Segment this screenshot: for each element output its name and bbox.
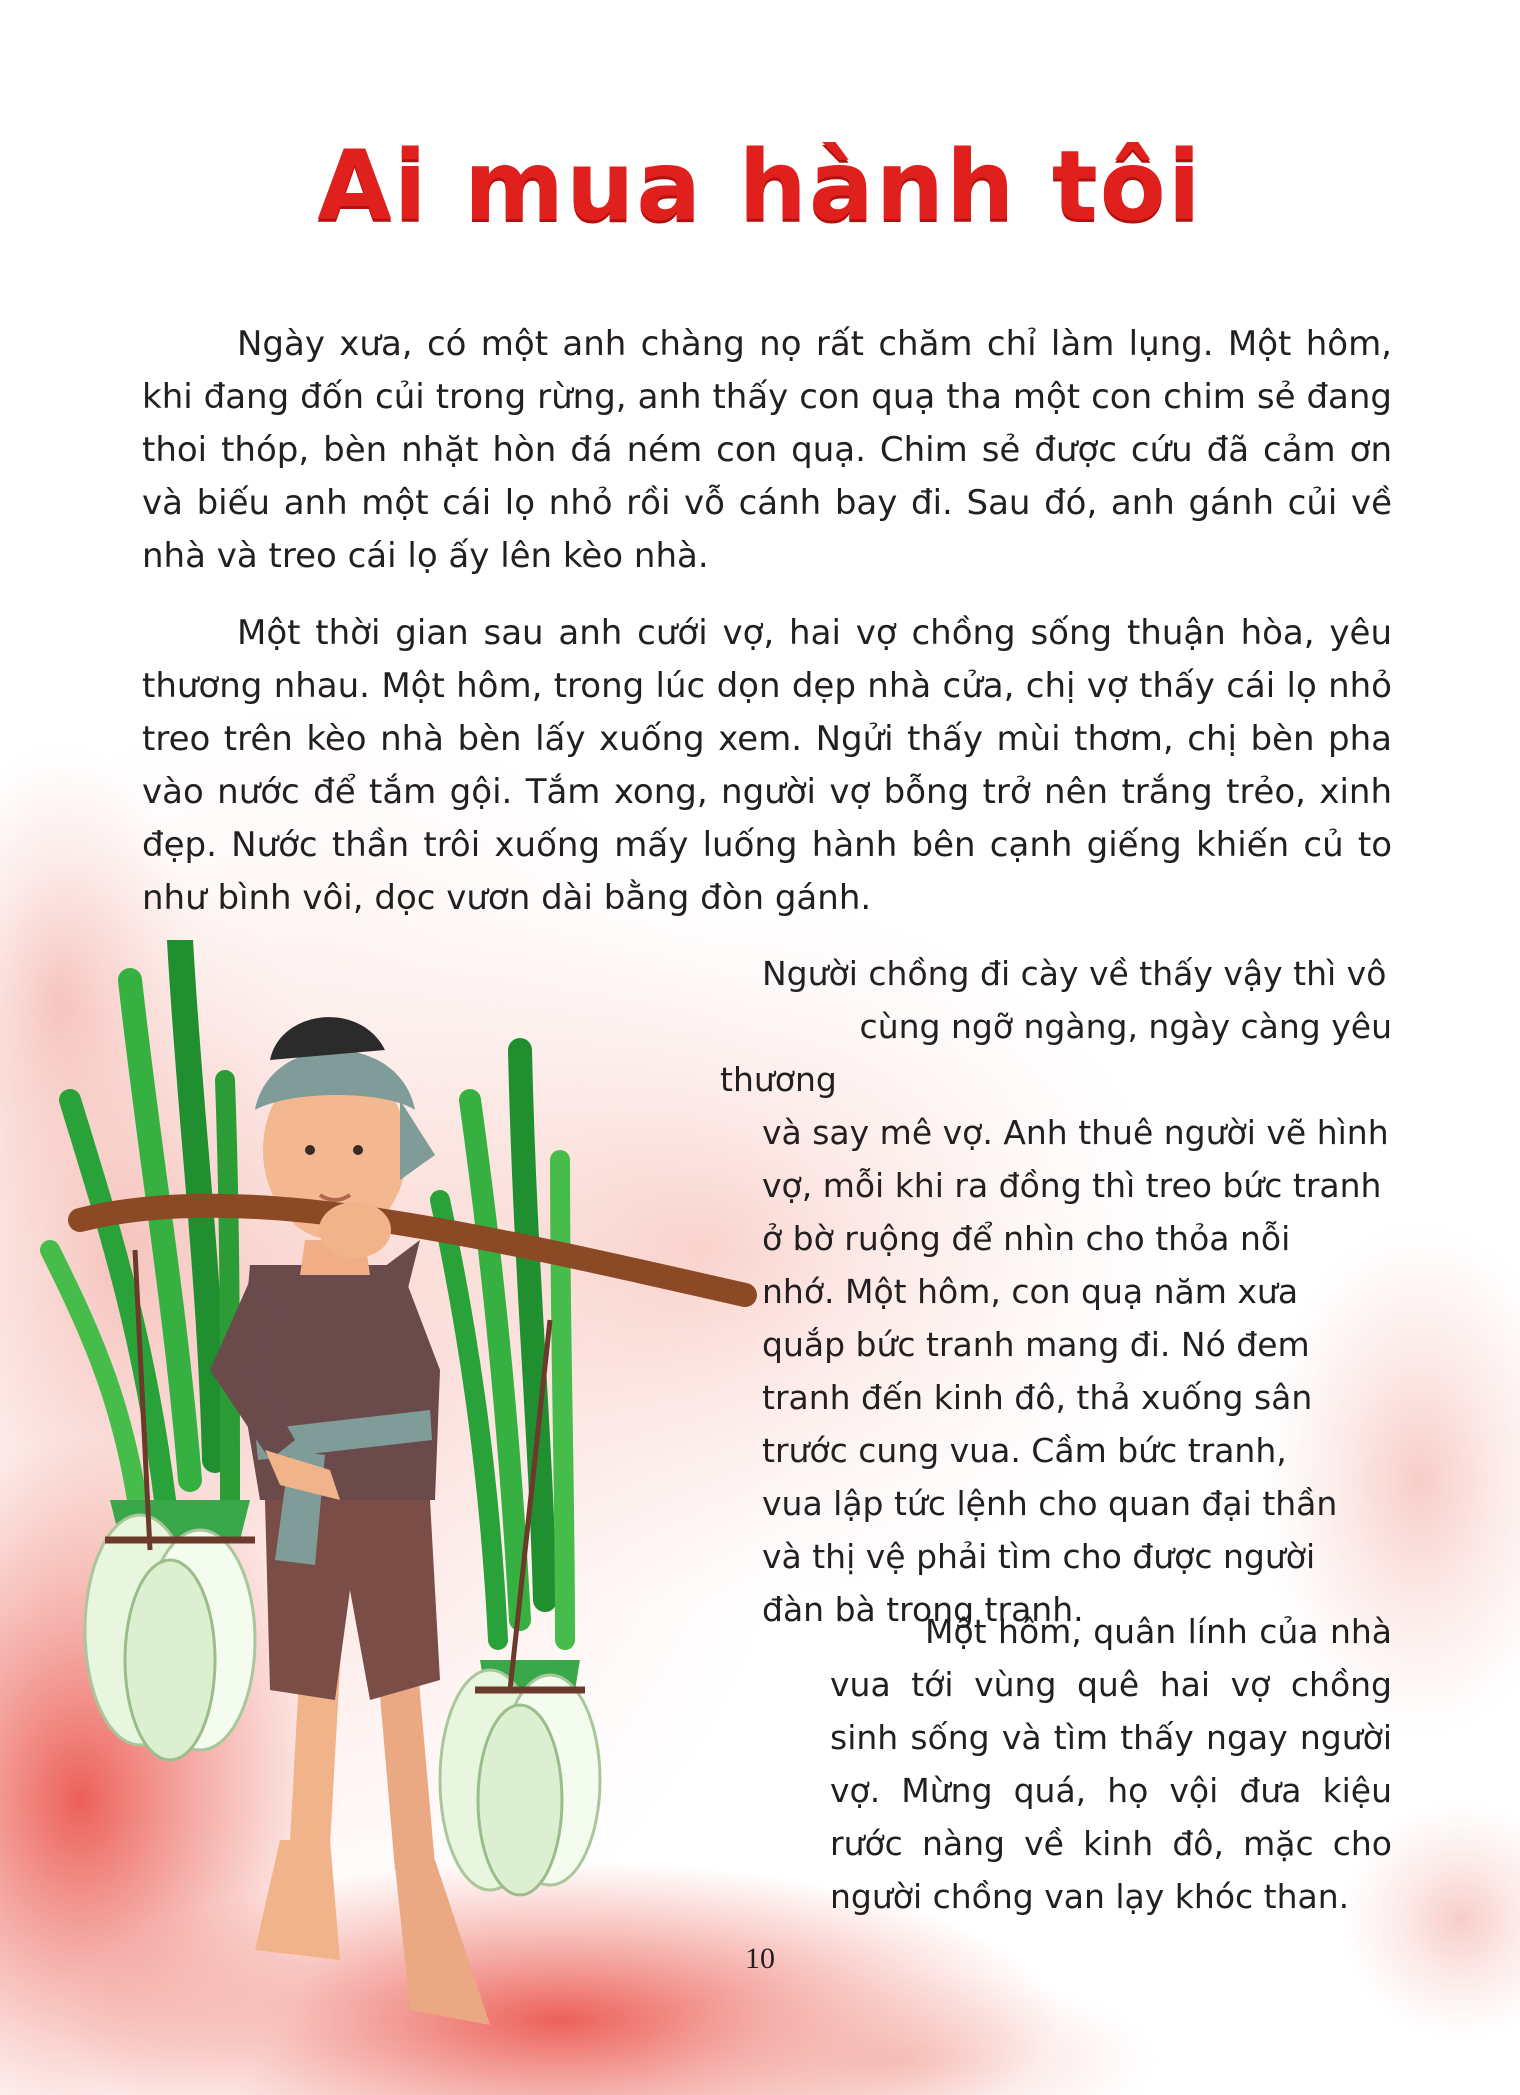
paragraph-3-line: nhớ. Một hôm, con quạ năm xưa	[762, 1272, 1299, 1311]
page-number: 10	[745, 1942, 775, 1975]
paragraph-3-line: Người chồng đi cày về thấy vậy thì vô	[762, 954, 1387, 993]
paragraph-3-line: vợ, mỗi khi ra đồng thì treo bức tranh	[762, 1166, 1382, 1205]
paragraph-4: Một hôm, quân lính của nhà vua tới vùng quê hai vợ chồng sinh sống và tìm thấy ngay người vợ. Mừng quá, họ vội đưa kiệu rước nàng về kinh đô, mặc cho người chồng van lạy khóc than.	[830, 1612, 1392, 1916]
paragraph-3-line: quắp bức tranh mang đi. Nó đem	[762, 1325, 1310, 1364]
paragraph-3-line: ở bờ ruộng để nhìn cho thỏa nỗi	[762, 1219, 1291, 1258]
paragraph-3-line: trước cung vua. Cầm bức tranh,	[762, 1431, 1287, 1470]
paragraph-3-line: tranh đến kinh đô, thả xuống sân	[762, 1378, 1313, 1417]
story-title: Ai mua hành tôi	[317, 130, 1203, 242]
farmer-figure	[210, 1017, 490, 2025]
paragraph-2: Một thời gian sau anh cưới vợ, hai vợ chồng sống thuận hòa, yêu thương nhau. Một hôm, trong lúc dọn dẹp nhà cửa, chị vợ thấy cái lọ nhỏ treo trên kèo nhà bèn lấy xuống xem. Ngửi thấy mùi thơm, chị bèn pha vào nước để tắm gội. Tắm xong, người vợ bỗng trở nên trắng trẻo, xinh đẹp. Nước thần trôi xuống mấy luống hành bên cạnh giếng khiến củ to như bình vôi, dọc vươn dài bằng đòn gánh.	[142, 613, 1392, 918]
paragraph-3-line: đàn bà trong tranh.	[762, 1590, 1084, 1629]
paragraph-3-line: và thị vệ phải tìm cho được người	[762, 1537, 1316, 1576]
paragraph-3-line: cùng ngỡ ngàng, ngày càng yêu thương	[720, 1007, 1392, 1099]
paragraph-3	[720, 947, 1392, 1636]
paragraph-3-line: vua lập tức lệnh cho quan đại thần	[762, 1484, 1338, 1523]
farmer-hand	[319, 1202, 391, 1258]
paragraph-3-line: và say mê vợ. Anh thuê người vẽ hình	[762, 1113, 1389, 1152]
right-scallion-bundle	[440, 1050, 600, 1895]
farmer-carrying-scallions-illustration	[40, 940, 760, 2080]
paragraph-1: Ngày xưa, có một anh chàng nọ rất chăm chỉ làm lụng. Một hôm, khi đang đốn củi trong rừng, anh thấy con quạ tha một con chim sẻ đang thoi thóp, bèn nhặt hòn đá ném con quạ. Chim sẻ được cứu đã cảm ơn và biếu anh một cái lọ nhỏ rồi vỗ cánh bay đi. Sau đó, anh gánh củi về nhà và treo cái lọ ấy lên kèo nhà.	[142, 324, 1392, 576]
